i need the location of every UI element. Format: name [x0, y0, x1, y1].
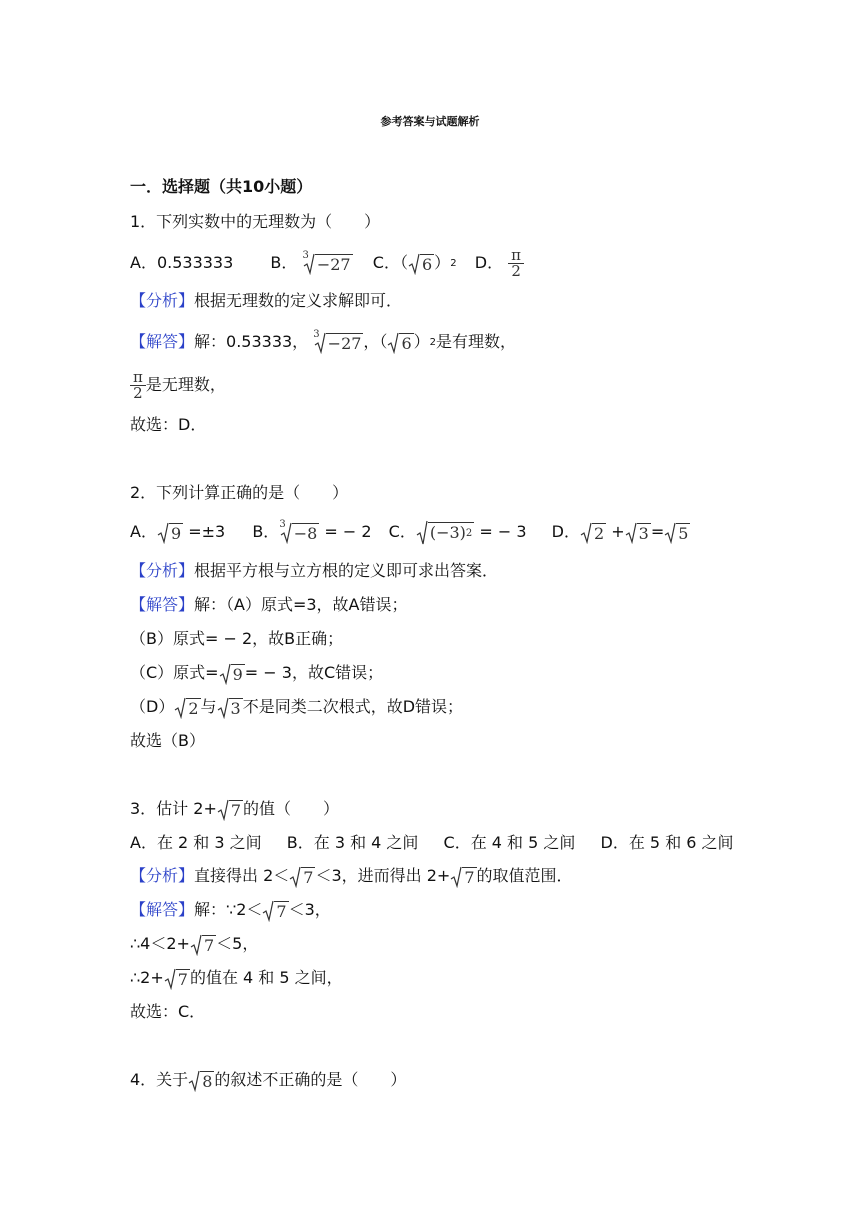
cube-root-neg27: 3 −27 — [313, 328, 362, 353]
q1-options: A．0.533333 B． 3 −27 C．（ 6 ）2 D． $\frac{\pi}{2}$ — [130, 248, 524, 276]
q2-option-c: C． — [388, 522, 416, 541]
q2-solution-b: （B）原式= − 2，故B正确； — [130, 629, 344, 648]
sqrt-6: 6 — [387, 332, 413, 354]
q3-option-a: A．在 2 和 3 之间 — [130, 833, 262, 852]
q1-option-a: A．0.533333 — [130, 253, 234, 272]
section-heading: 一．选择题（共10小题） — [130, 177, 313, 196]
q2-solution-c: （C）原式= 9 = − 3，故C错误； — [130, 663, 384, 684]
sqrt-7: 7 — [217, 799, 243, 821]
q2-option-a: A． — [130, 522, 157, 541]
q3-option-b: B．在 3 和 4 之间 — [286, 833, 419, 852]
sqrt-7: 7 — [190, 934, 216, 956]
q2-analysis: 【分析】根据平方根与立方根的定义即可求出答案． — [130, 561, 499, 580]
pi-over-2: $\frac{\pi}{2}$ — [130, 370, 146, 401]
solution-tag: 【解答】 — [130, 595, 195, 614]
analysis-tag: 【分析】 — [130, 291, 195, 310]
q3-answer: 故选：C． — [130, 1002, 206, 1021]
q2-solution-a: 【解答】解：（A）原式=3，故A错误； — [130, 595, 408, 614]
sqrt-7: 7 — [289, 866, 315, 888]
q3-stem: 3．估计 2+ 7 的值（ ） — [130, 799, 340, 820]
q4-stem: 4．关于 8 的叙述不正确的是（ ） — [130, 1070, 407, 1091]
q1-option-d-label: D． — [474, 253, 504, 272]
q2-options: A． 9 =±3 B． 3 −8 = − 2 C． (−3)2 = − 3 D． 2 + 3 = 5 — [130, 518, 690, 546]
q1-option-b-label: B． — [270, 253, 298, 272]
solution-tag: 【解答】 — [130, 332, 195, 351]
sqrt-2: 2 — [174, 697, 200, 719]
sqrt-5: 5 — [664, 522, 690, 544]
q3-option-c: C．在 4 和 5 之间 — [443, 833, 576, 852]
sqrt-3: 3 — [625, 522, 651, 544]
analysis-tag: 【分析】 — [130, 561, 195, 580]
sqrt-6: 6 — [408, 253, 434, 275]
q3-analysis: 【分析】直接得出 2＜ 7 ＜3，进而得出 2+ 7 的取值范围． — [130, 866, 573, 887]
q2-option-d: D． — [551, 522, 580, 541]
q1-answer: 故选：D． — [130, 415, 207, 434]
page-title: 参考答案与试题解析 — [380, 115, 480, 128]
sqrt-neg3-squared: (−3)2 — [416, 520, 474, 546]
sqrt-9: 9 — [219, 663, 245, 685]
cube-root-neg8: 3 −8 — [279, 518, 318, 543]
sqrt-7: 7 — [450, 866, 476, 888]
cube-root-neg27: 3 −27 — [302, 249, 351, 274]
q1-solution-line2: $\frac{\pi}{2}$ 是无理数， — [130, 370, 226, 398]
q1-stem: 1．下列实数中的无理数为（ ） — [130, 212, 381, 231]
q3-solution-3: ∴2+ 7 的值在 4 和 5 之间， — [130, 968, 343, 989]
sqrt-2: 2 — [580, 522, 606, 544]
q2-solution-d: （D） 2 与 3 不是同类二次根式，故D错误； — [130, 697, 464, 718]
q2-option-b: B． — [252, 522, 280, 541]
q3-option-d: D．在 5 和 6 之间 — [600, 833, 734, 852]
sqrt-3: 3 — [217, 697, 243, 719]
q3-options — [130, 829, 734, 857]
sqrt-7: 7 — [164, 968, 190, 990]
q3-solution-2: ∴4＜2+ 7 ＜5， — [130, 934, 259, 955]
q1-solution: 【解答】解：0.53333， 3 −27 ，（ 6 ）2是有理数， — [130, 328, 516, 356]
sqrt-7: 7 — [262, 900, 288, 922]
solution-tag: 【解答】 — [130, 900, 195, 919]
q1-option-c-label: C．（ — [372, 253, 408, 272]
analysis-tag: 【分析】 — [130, 866, 195, 885]
q2-answer: 故选（B） — [130, 731, 205, 750]
q3-solution-1: 【解答】解：∵2＜ 7 ＜3， — [130, 900, 331, 921]
sqrt-8: 8 — [188, 1070, 214, 1092]
pi-over-2: $\frac{\pi}{2}$ — [508, 248, 524, 279]
q2-stem: 2．下列计算正确的是（ ） — [130, 483, 349, 502]
sqrt-9: 9 — [157, 522, 183, 544]
q1-analysis: 【分析】根据无理数的定义求解即可． — [130, 291, 403, 310]
